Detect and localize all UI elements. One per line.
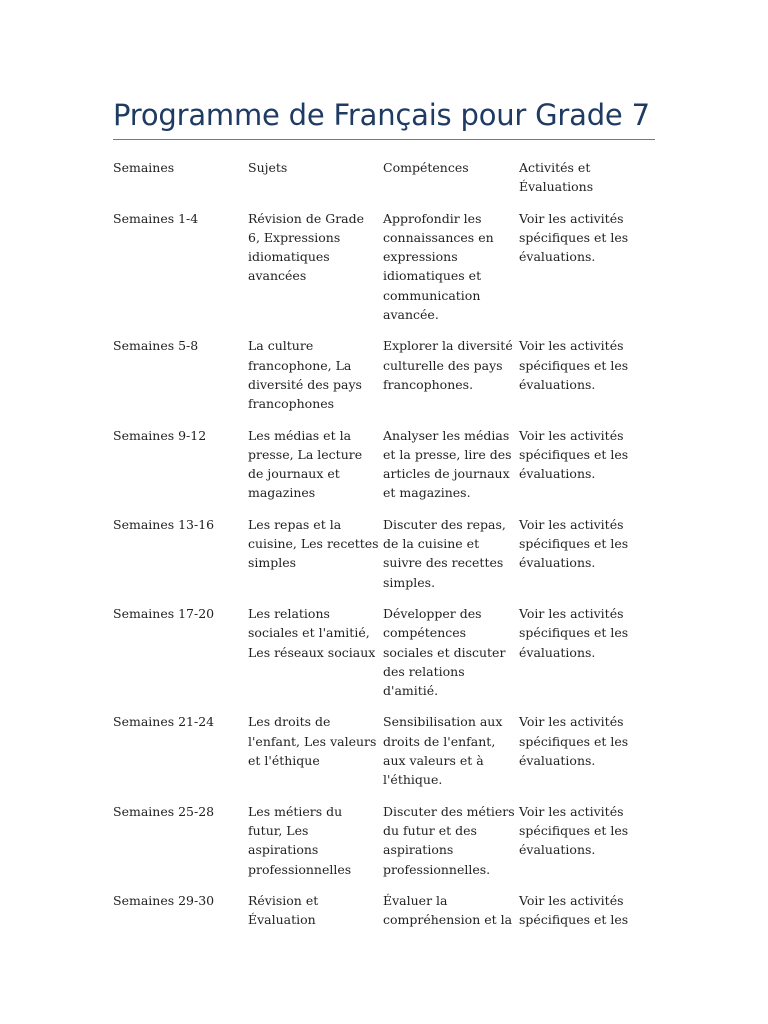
- cell-weeks: Semaines 25-28: [113, 803, 215, 819]
- cell-topics: La culture francophone, La diversité des pays francophones: [248, 338, 362, 412]
- table-row: [113, 712, 655, 801]
- cell-topics: Les médias et la presse, La lecture de journaux et magazines: [248, 427, 363, 501]
- cell-activities: Voir les activités spécifiques et les: [519, 892, 629, 928]
- table-header-row: [113, 158, 655, 209]
- cell-topics: Les métiers du futur, Les aspirations professionnelles: [248, 803, 352, 877]
- header-cell-activities: Activités et Évaluations: [519, 160, 594, 195]
- cell-activities: Voir les activités spécifiques et les évaluations.: [519, 714, 629, 769]
- table-row: [113, 336, 655, 425]
- cell-skills: Approfondir les connaissances en expressions idiomatiques et communication avancée.: [383, 210, 494, 323]
- cell-activities: Voir les activités spécifiques et les évaluations.: [519, 516, 629, 571]
- cell-topics: Les relations sociales et l'amitié, Les réseaux sociaux: [248, 605, 376, 660]
- cell-topics: Révision et Évaluation: [248, 892, 319, 928]
- cell-weeks: Semaines 1-4: [113, 210, 199, 226]
- table-row: [113, 604, 655, 712]
- cell-skills: Discuter des repas, de la cuisine et suivre des recettes simples.: [383, 516, 506, 590]
- table-row: [113, 515, 655, 604]
- cell-activities: Voir les activités spécifiques et les évaluations.: [519, 338, 629, 392]
- cell-skills: Sensibilisation aux droits de l'enfant, aux valeurs et à l'éthique.: [383, 714, 503, 788]
- cell-skills: Développer des compétences sociales et discuter des relations d'amitié.: [383, 605, 506, 699]
- cell-topics: Révision de Grade 6, Expressions idiomatiques avancées: [248, 210, 365, 284]
- cell-weeks: Semaines 13-16: [113, 516, 215, 532]
- table-row: [113, 426, 655, 515]
- document-title: Programme de Français pour Grade 7: [113, 98, 650, 132]
- cell-activities: Voir les activités spécifiques et les évaluations.: [519, 803, 629, 858]
- document-page: [113, 0, 655, 941]
- cell-activities: Voir les activités spécifiques et les évaluations.: [519, 427, 629, 482]
- cell-weeks: Semaines 29-30: [113, 892, 215, 908]
- cell-weeks: Semaines 9-12: [113, 427, 207, 443]
- cell-skills: Explorer la diversité culturelle des pays francophones.: [383, 338, 513, 392]
- cell-skills: Analyser les médias et la presse, lire des articles de journaux et magazines.: [383, 427, 512, 501]
- table-row: [113, 891, 655, 942]
- cell-activities: Voir les activités spécifiques et les évaluations.: [519, 210, 629, 265]
- table-row: [113, 802, 655, 891]
- cell-weeks: Semaines 5-8: [113, 338, 199, 354]
- curriculum-table: [113, 158, 655, 941]
- header-cell-skills: Compétences: [383, 160, 469, 175]
- cell-topics: Les repas et la cuisine, Les recettes simples: [248, 516, 379, 571]
- cell-activities: Voir les activités spécifiques et les évaluations.: [519, 605, 629, 660]
- cell-weeks: Semaines 17-20: [113, 605, 215, 621]
- cell-weeks: Semaines 21-24: [113, 714, 215, 730]
- title-underline: [113, 139, 655, 140]
- table-row: [113, 209, 655, 337]
- cell-topics: Les droits de l'enfant, Les valeurs et l'éthique: [248, 714, 377, 769]
- cell-skills: Discuter des métiers du futur et des aspirations professionnelles.: [383, 803, 515, 877]
- cell-skills: Évaluer la compréhension et la: [383, 892, 513, 928]
- header-cell-topics: Sujets: [248, 160, 288, 175]
- header-cell-weeks: Semaines: [113, 160, 175, 175]
